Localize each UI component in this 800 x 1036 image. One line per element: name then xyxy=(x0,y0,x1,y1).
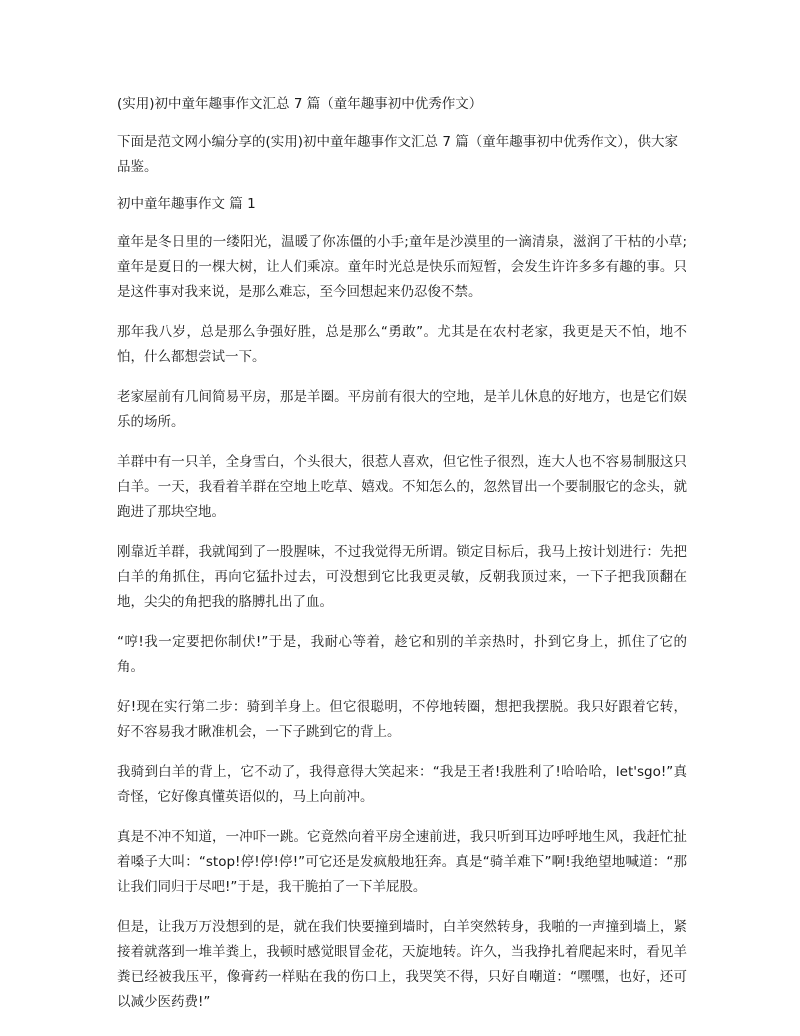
body-paragraph: 羊群中有一只羊，全身雪白，个头很大，很惹人喜欢，但它性子很烈，连大人也不容易制服这只白羊。一天，我看着羊群在空地上吃草、嬉戏。不知怎么的，忽然冒出一个要制服它的念头，就跑进了那块空地。 xyxy=(117,454,687,520)
body-paragraph: “哼!我一定要把你制伏!”于是，我耐心等着，趁它和别的羊亲热时，扑到它身上，抓住了它的角。 xyxy=(117,634,687,675)
document-page xyxy=(117,93,687,1030)
body-paragraph: 但是，让我万万没想到的是，就在我们快要撞到墙时，白羊突然转身，我啪的一声撞到墙上，紧接着就落到一堆羊粪上，我顿时感觉眼冒金花，天旋地转。许久，当我挣扎着爬起来时，看见羊粪已经被我压平，像膏药一样贴在我的伤口上，我哭笑不得，只好自嘲道：“嘿嘿，也好，还可以减少医药费!” xyxy=(117,919,687,1010)
body-paragraph: 童年是冬日里的一缕阳光，温暖了你冻僵的小手;童年是沙漠里的一滴清泉，滋润了干枯的小草;童年是夏日的一棵大树，让人们乘凉。童年时光总是快乐而短暂，会发生许许多多有趣的事。只是这件事对我来说，是那么难忘，至今回想起来仍忍俊不禁。 xyxy=(117,234,687,300)
section-heading: 初中童年趣事作文 篇 1 xyxy=(117,196,256,212)
body-paragraph: 那年我八岁，总是那么争强好胜，总是那么“勇敢”。尤其是在农村老家，我更是天不怕，地不怕，什么都想尝试一下。 xyxy=(117,324,687,365)
body-paragraph: 我骑到白羊的背上，它不动了，我得意得大笑起来：“我是王者!我胜利了!哈哈哈，let'sgo!”真奇怪，它好像真懂英语似的，马上向前冲。 xyxy=(117,764,687,805)
body-paragraph: 好!现在实行第二步：骑到羊身上。但它很聪明，不停地转圈，想把我摆脱。我只好跟着它转，好不容易我才瞅准机会，一下子跳到它的背上。 xyxy=(117,699,687,740)
body-paragraph: 真是不冲不知道，一冲吓一跳。它竟然向着平房全速前进，我只听到耳边呼呼地生风，我赶忙扯着嗓子大叫：“stop!停!停!停!”可它还是发疯般地狂奔。真是“骑羊难下”啊!我绝望地喊道：“那让我们同归于尽吧!”于是，我干脆拍了一下羊屁股。 xyxy=(117,829,687,895)
intro-paragraph: 下面是范文网小编分享的(实用)初中童年趣事作文汇总 7 篇（童年趣事初中优秀作文），供大家品鉴。 xyxy=(117,134,678,175)
document-title: (实用)初中童年趣事作文汇总 7 篇（童年趣事初中优秀作文） xyxy=(117,96,483,112)
body-paragraph: 刚靠近羊群，我就闻到了一股腥味，不过我觉得无所谓。锁定目标后，我马上按计划进行：先把白羊的角抓住，再向它猛扑过去，可没想到它比我更灵敏，反朝我顶过来，一下子把我顶翻在地，尖尖的角把我的胳膊扎出了血。 xyxy=(117,544,687,610)
body-paragraph: 老家屋前有几间简易平房，那是羊圈。平房前有很大的空地，是羊儿休息的好地方，也是它们娱乐的场所。 xyxy=(117,389,687,430)
